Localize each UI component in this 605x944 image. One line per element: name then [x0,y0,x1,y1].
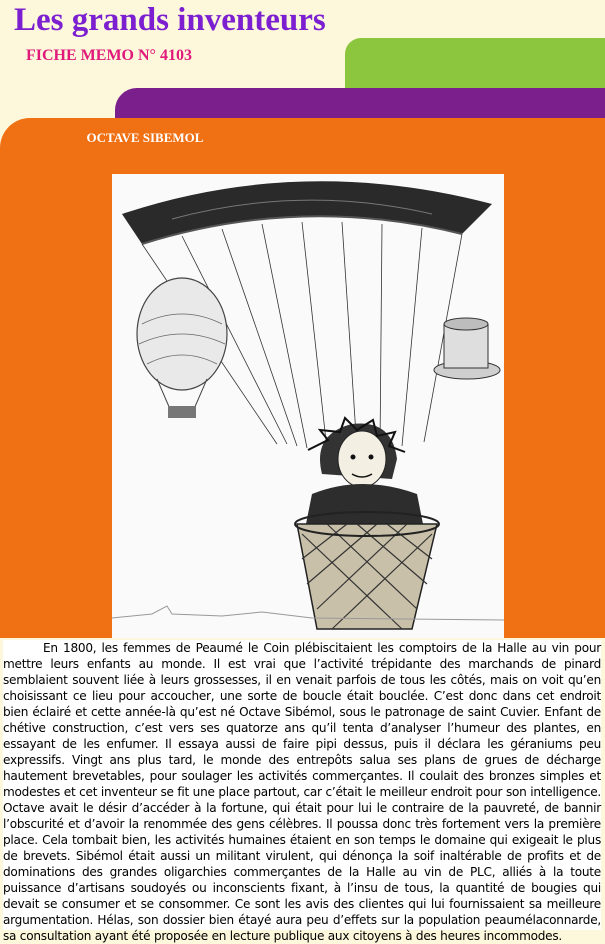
balloon-illustration [112,174,504,638]
article-body: En 1800, les femmes de Peaumé le Coin plébiscitaient les comptoirs de la Halle au vin pour mettre leurs enfants au monde. Il est vrai que l’activité trépidante des marchands de pinard semblaient souvent liée à leurs grossesses, il en venait parfois de tous les côtés, mais on voit qu’en choisissant ce lieu pour accoucher, une sorte de boucle était bouclée. C’est donc dans cet endroit bien éclairé et cette année-là qu’est né Octave Sibémol, sous le patronage de saint Cuvier. Enfant de chétive construction, c’est vers ses quatorze ans qu’il tenta d’analyser l’humeur des plantes, en essayant de les enfumer. Il essaya aussi de faire pipi dessus, puis il déclara les géraniums peu expressifs. Vingt ans plus tard, le monde des entrepôts salua ses plans de grues de décharge hautement brevetables, pour soulager les activités commerçantes. Il coulait des bronzes simples et modestes et cet inventeur se fit une place partout, car c’était le meilleur endroit pour son intelligence. Octave avait le désir d’accéder à la fortune, qui était pour lui le contraire de la pauvreté, de bannir l’obscurité et d’avoir la renommée des gens célèbres. Il poussa donc très fortement vers la première place. Cela tombait bien, les activités humaines étaient en son temps le domaine qui exigeait le plus de brevets. Sibémol était aussi un militant virulent, qui dénonça la soif inaltérable de profits et de dominations des grandes oligarchies commerçantes de la Halle au vin de PLC, alliés à la toute puissance d’artisans soudoyés ou inconscients fixant, à l’insu de tous, la quantité de bougies qui devait se consumer et se consommer. Ce sont les avis des clientes qui lui fournissaient sa meilleure argumentation. Hélas, son dossier bien étayé aura peu d’effets sur la population peaumélaconnarde, sa consultation ayant été proposée en lecture publique aux citoyens à des heures incommodes. [3,641,601,943]
memo-number: FICHE MEMO N° 4103 [26,47,192,64]
basket-icon [295,512,439,629]
inventor-name-tab: OCTAVE SIBEMOL [86,130,204,145]
page-title: Les grands inventeurs [14,2,326,38]
top-hat-icon [434,318,500,379]
hot-air-balloon-icon [137,278,227,418]
